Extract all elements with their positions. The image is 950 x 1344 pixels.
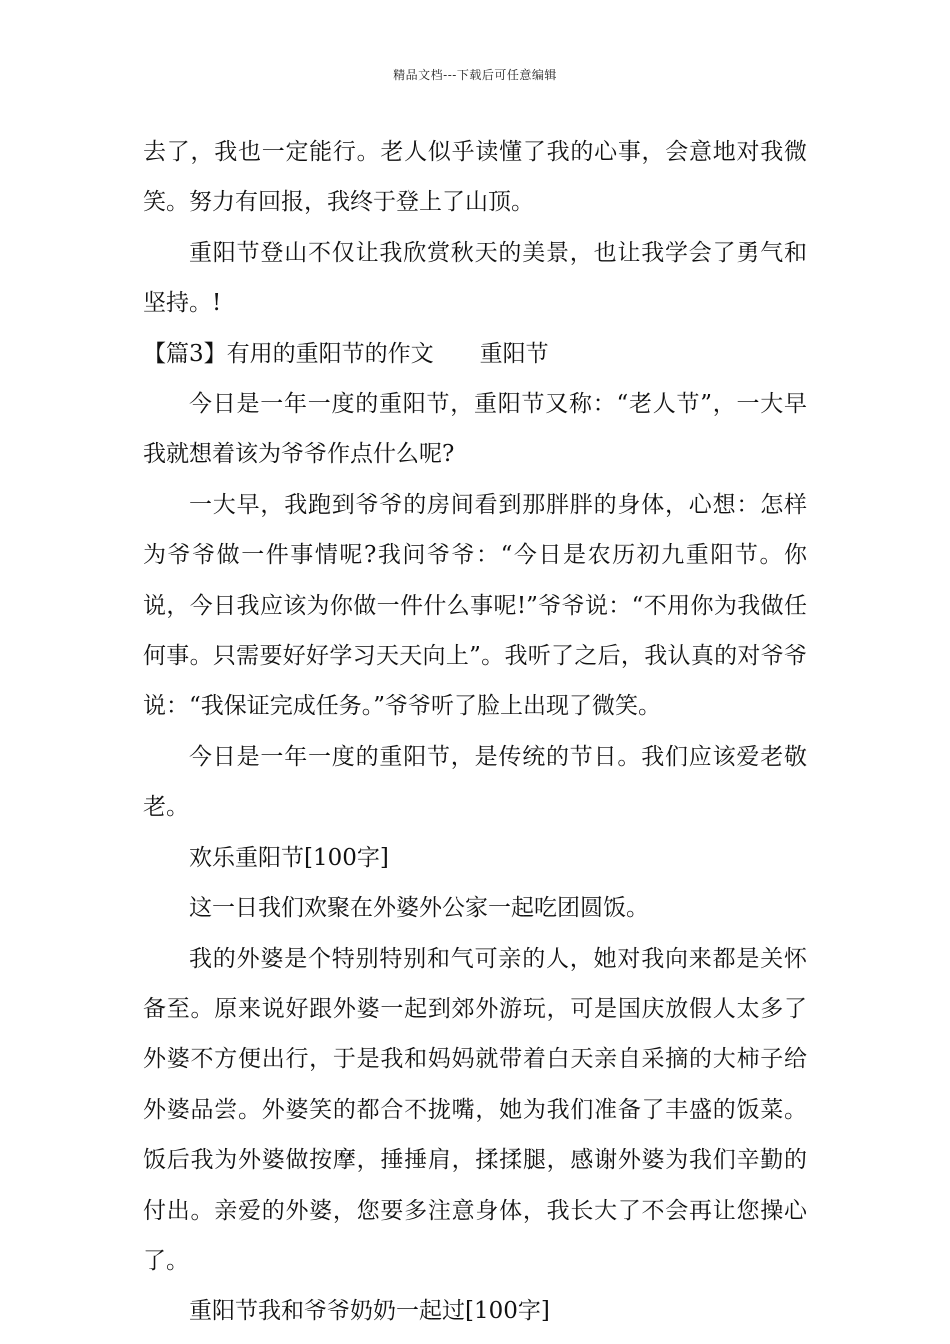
paragraph-story: 一大早，我跑到爷爷的房间看到那胖胖的身体，心想：怎样为爷爷做一件事情呢?我问爷爷：“今日是农历初九重阳节。你说，今日我应该为你做一件什么事呢!”爷爷说：“不用你为我做任何事。只需要好好学习天天向上”。我听了之后，我认真的对爷爷说：“我保证完成任务。”爷爷听了脸上出现了微笑。 [143, 491, 807, 720]
section-heading-subtitle: 重阳节 [479, 340, 549, 367]
paragraph-conclusion: 重阳节登山不仅让我欣赏秋天的美景，也让我学会了勇气和坚持。! [143, 239, 807, 317]
document-body [143, 127, 807, 1337]
paragraph-intro: 今日是一年一度的重阳节，重阳节又称：“老人节”，一大早我就想着该为爷爷作点什么呢? [143, 391, 807, 468]
paragraph-summary: 今日是一年一度的重阳节，是传统的节日。我们应该爱老敬老。 [143, 743, 807, 821]
essay-title-happy-chongyang: 欢乐重阳节[100字] [189, 844, 389, 871]
paragraph-reunion: 这一日我们欢聚在外婆外公家一起吃团圆饭。 [189, 895, 649, 922]
section-heading [143, 329, 807, 379]
page-header: 精品文档---下载后可任意编辑 [393, 68, 557, 82]
paragraph-continuation: 去了，我也一定能行。老人似乎读懂了我的心事，会意地对我微笑。努力有回报，我终于登上了山顶。 [143, 139, 807, 216]
paragraph-grandmother: 我的外婆是个特别特别和气可亲的人，她对我向来都是关怀备至。原来说好跟外婆一起到郊外游玩，可是国庆放假人太多了外婆不方便出行，于是我和妈妈就带着白天亲自采摘的大柿子给外婆品尝。外婆笑的都合不拢嘴，她为我们准备了丰盛的饭菜。饭后我为外婆做按摩，捶捶肩，揉揉腿，感谢外婆为我们辛勤的付出。亲爱的外婆，您要多注意身体，我长大了不会再让您操心了。 [143, 945, 807, 1274]
essay-title-grandparents: 重阳节我和爷爷奶奶一起过[100字] [189, 1298, 550, 1325]
section-heading-label: 【篇3】有用的重阳节的作文 [143, 340, 434, 367]
